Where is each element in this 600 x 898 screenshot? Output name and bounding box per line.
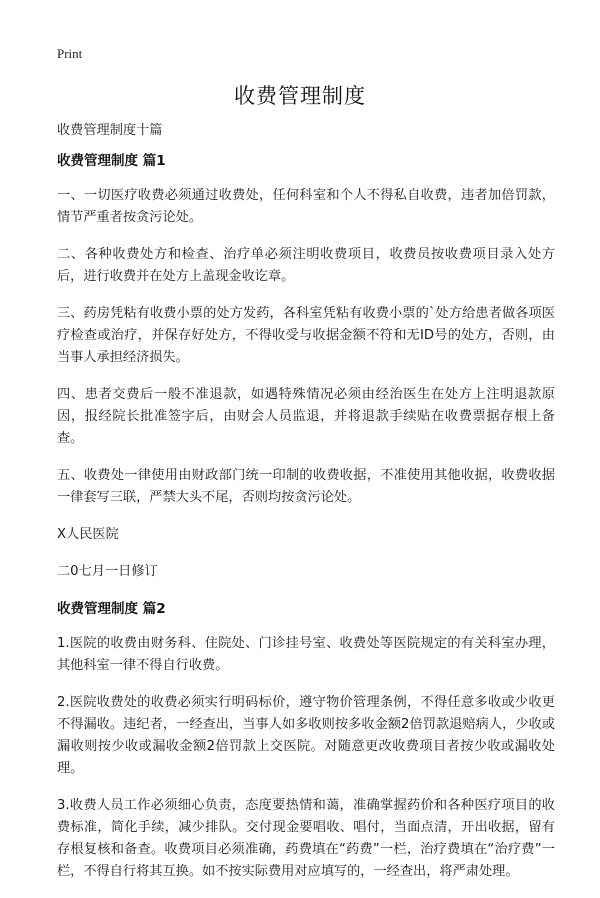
section-2-heading: 收费管理制度 篇2	[57, 601, 166, 617]
section-1-signature: X人民医院	[57, 527, 119, 542]
section-2-paragraph: 3.收费人员工作必须细心负责，态度要热情和蔼，准确掌握药价和各种医疗项目的收费标准，简化手续，减少排队。交付现金要唱收、唱付，当面点清，开出收据，留有存根复核和备查。收费项目必须准确，药费填在“药费”一栏，治疗费填在“治疗费”一栏，不得自行将其互换。如不按实际费用对应填写的，一经查出，将严肃处理。	[57, 798, 555, 879]
section-1-paragraph: 一、一切医疗收费必须通过收费处，任何科室和个人不得私自收费，违者加倍罚款，情节严重者按贪污论处。	[57, 188, 555, 225]
section-1-paragraph: 四、患者交费后一般不准退款，如遇特殊情况必须由经治医生在处方上注明退款原因，报经院长批准签字后，由财会人员监退，并将退款手续贴在收费票据存根上备查。	[57, 387, 555, 446]
section-2-paragraph: 2.医院收费处的收费必须实行明码标价，遵守物价管理条例，不得任意多收或少收更不得漏收。违纪者，一经查出，当事人如多收则按多收金额2倍罚款退赔病人，少收或漏收则按少收或漏收金额2倍罚款上交医院。对随意更改收费项目者按少收或漏收处理。	[57, 695, 555, 776]
section-1-paragraph: 三、药房凭粘有收费小票的处方发药，各科室凭粘有收费小票的`处方给患者做各项医疗检查或治疗，并保存好处方，不得收受与收据金额不符和无ID号的处方，否则，由当事人承担经济损失。	[57, 306, 555, 365]
section-1	[57, 150, 555, 583]
section-2-paragraph: 1.医院的收费由财务科、住院处、门诊挂号室、收费处等医院规定的有关科室办理，其他科室一律不得自行收费。	[57, 636, 555, 673]
section-2	[57, 598, 555, 883]
section-1-paragraph: 五、收费处一律使用由财政部门统一印制的收费收据，不准使用其他收据，收费收据一律套写三联，严禁大头不尾，否则均按贪污论处。	[57, 468, 555, 505]
document-body	[57, 120, 555, 898]
page-title: 收费管理制度	[234, 84, 366, 108]
document-subtitle: 收费管理制度十篇	[57, 123, 163, 138]
print-label: Print	[57, 46, 83, 61]
section-1-heading: 收费管理制度 篇1	[57, 153, 166, 169]
section-1-date: 二0七月一日修订	[57, 564, 158, 579]
section-1-paragraph: 二、各种收费处方和检查、治疗单必须注明收费项目，收费员按收费项目录入处方后，进行收费并在处方上盖现金收讫章。	[57, 247, 555, 284]
